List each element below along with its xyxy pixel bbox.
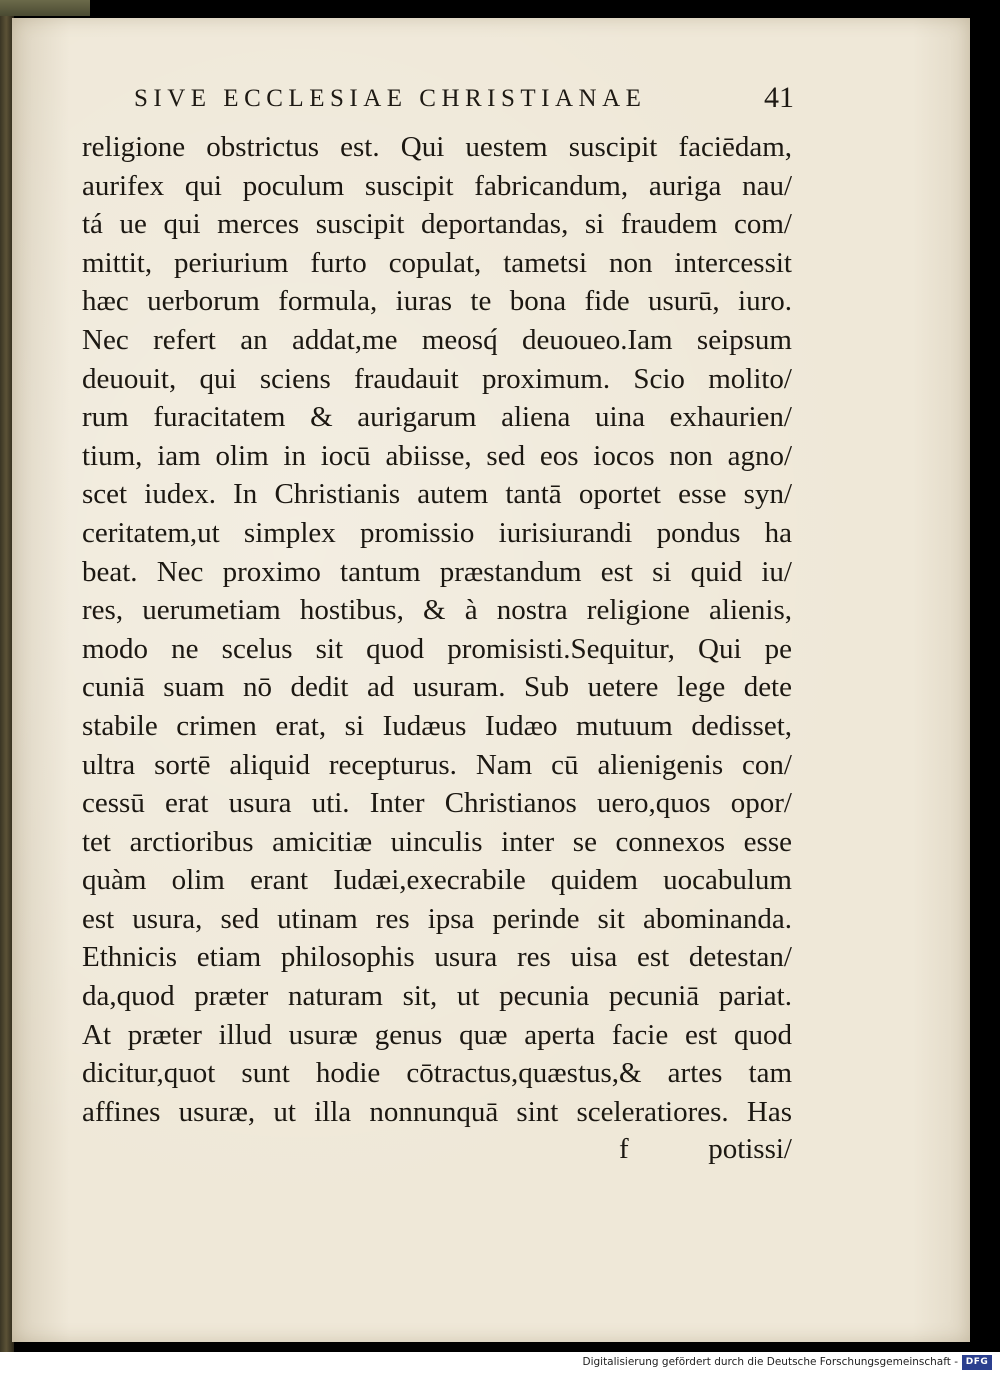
text-line: cessū erat usura uti. Inter Christianos uero,quos opor/ [82,787,792,820]
text-line: tá ue qui merces suscipit deportandas, si fraudem com/ [82,208,792,241]
text-line: Ethnicis etiam philosophis usura res uisa est detestan/ [82,941,792,974]
page-number: 41 [764,81,794,114]
text-line: Nec refert an addat,me meosq́ deuoueo.Iam seipsum [82,323,792,356]
running-title: SIVE ECCLESIAE CHRISTIANAE [134,85,647,112]
running-head [122,81,802,121]
text-line: aurifex qui poculum suscipit fabricandum, auriga nau/ [82,169,792,202]
text-line: ultra sortē aliquid recepturus. Nam cū alienigenis con/ [82,748,792,781]
funding-notice: Digitalisierung gefördert durch die Deutsche Forschungsgemeinschaft - [582,1356,958,1368]
text-line: modo ne scelus sit quod promisisti.Sequitur, Qui pe [82,632,792,665]
text-line: est usura, sed utinam res ipsa perinde sit abominanda. [82,902,792,935]
catchword-row [82,1133,792,1173]
text-line: res, uerumetiam hostibus, & à nostra religione alienis, [82,594,792,627]
text-line: beat. Nec proximo tantum præstandum est si quid iu/ [82,555,792,588]
signature-mark: f [619,1133,629,1165]
text-line: mittit, periurium furto copulat, tametsi non intercessit [82,246,792,279]
text-line: tium, iam olim in iocū abiisse, sed eos iocos non agno/ [82,439,792,472]
text-line: cuniā suam nō dedit ad usuram. Sub uetere lege dete [82,671,792,704]
body-text [82,128,792,1131]
text-line: dicitur,quot sunt hodie cōtractus,quæstus,& artes tam [82,1057,792,1090]
text-line: rum furacitatem & aurigarum aliena uina exhaurien/ [82,401,792,434]
catchword: potissi/ [708,1133,792,1165]
digitization-footer [0,1352,1000,1375]
text-line: religione obstrictus est. Qui uestem suscipit faciēdam, [82,131,792,163]
text-line: hæc uerborum formula, iuras te bona fide usurū, iuro. [82,285,792,318]
book-binding-corner [0,0,90,16]
text-line: quàm olim erant Iudæi,execrabile quidem uocabulum [82,864,792,897]
text-line: tet arctioribus amicitiæ uinculis inter se connexos esse [82,825,792,858]
text-line: affines usuræ, ut illa nonnunquā sint sceleratiores. Has [82,1095,792,1128]
text-line: da,quod præter naturam sit, ut pecunia pecuniā pariat. [82,980,792,1013]
text-line: stabile crimen erat, si Iudæus Iudæo mutuum dedisset, [82,709,792,742]
dfg-logo-icon: DFG [962,1355,992,1370]
text-line: At præter illud usuræ genus quæ aperta facie est quod [82,1018,792,1051]
text-line: deuouit, qui sciens fraudauit proximum. Scio molito/ [82,362,792,395]
text-line: scet iudex. In Christianis autem tantā oportet esse syn/ [82,478,792,511]
text-line: ceritatem,ut simplex promissio iurisiurandi pondus ha [82,516,792,549]
